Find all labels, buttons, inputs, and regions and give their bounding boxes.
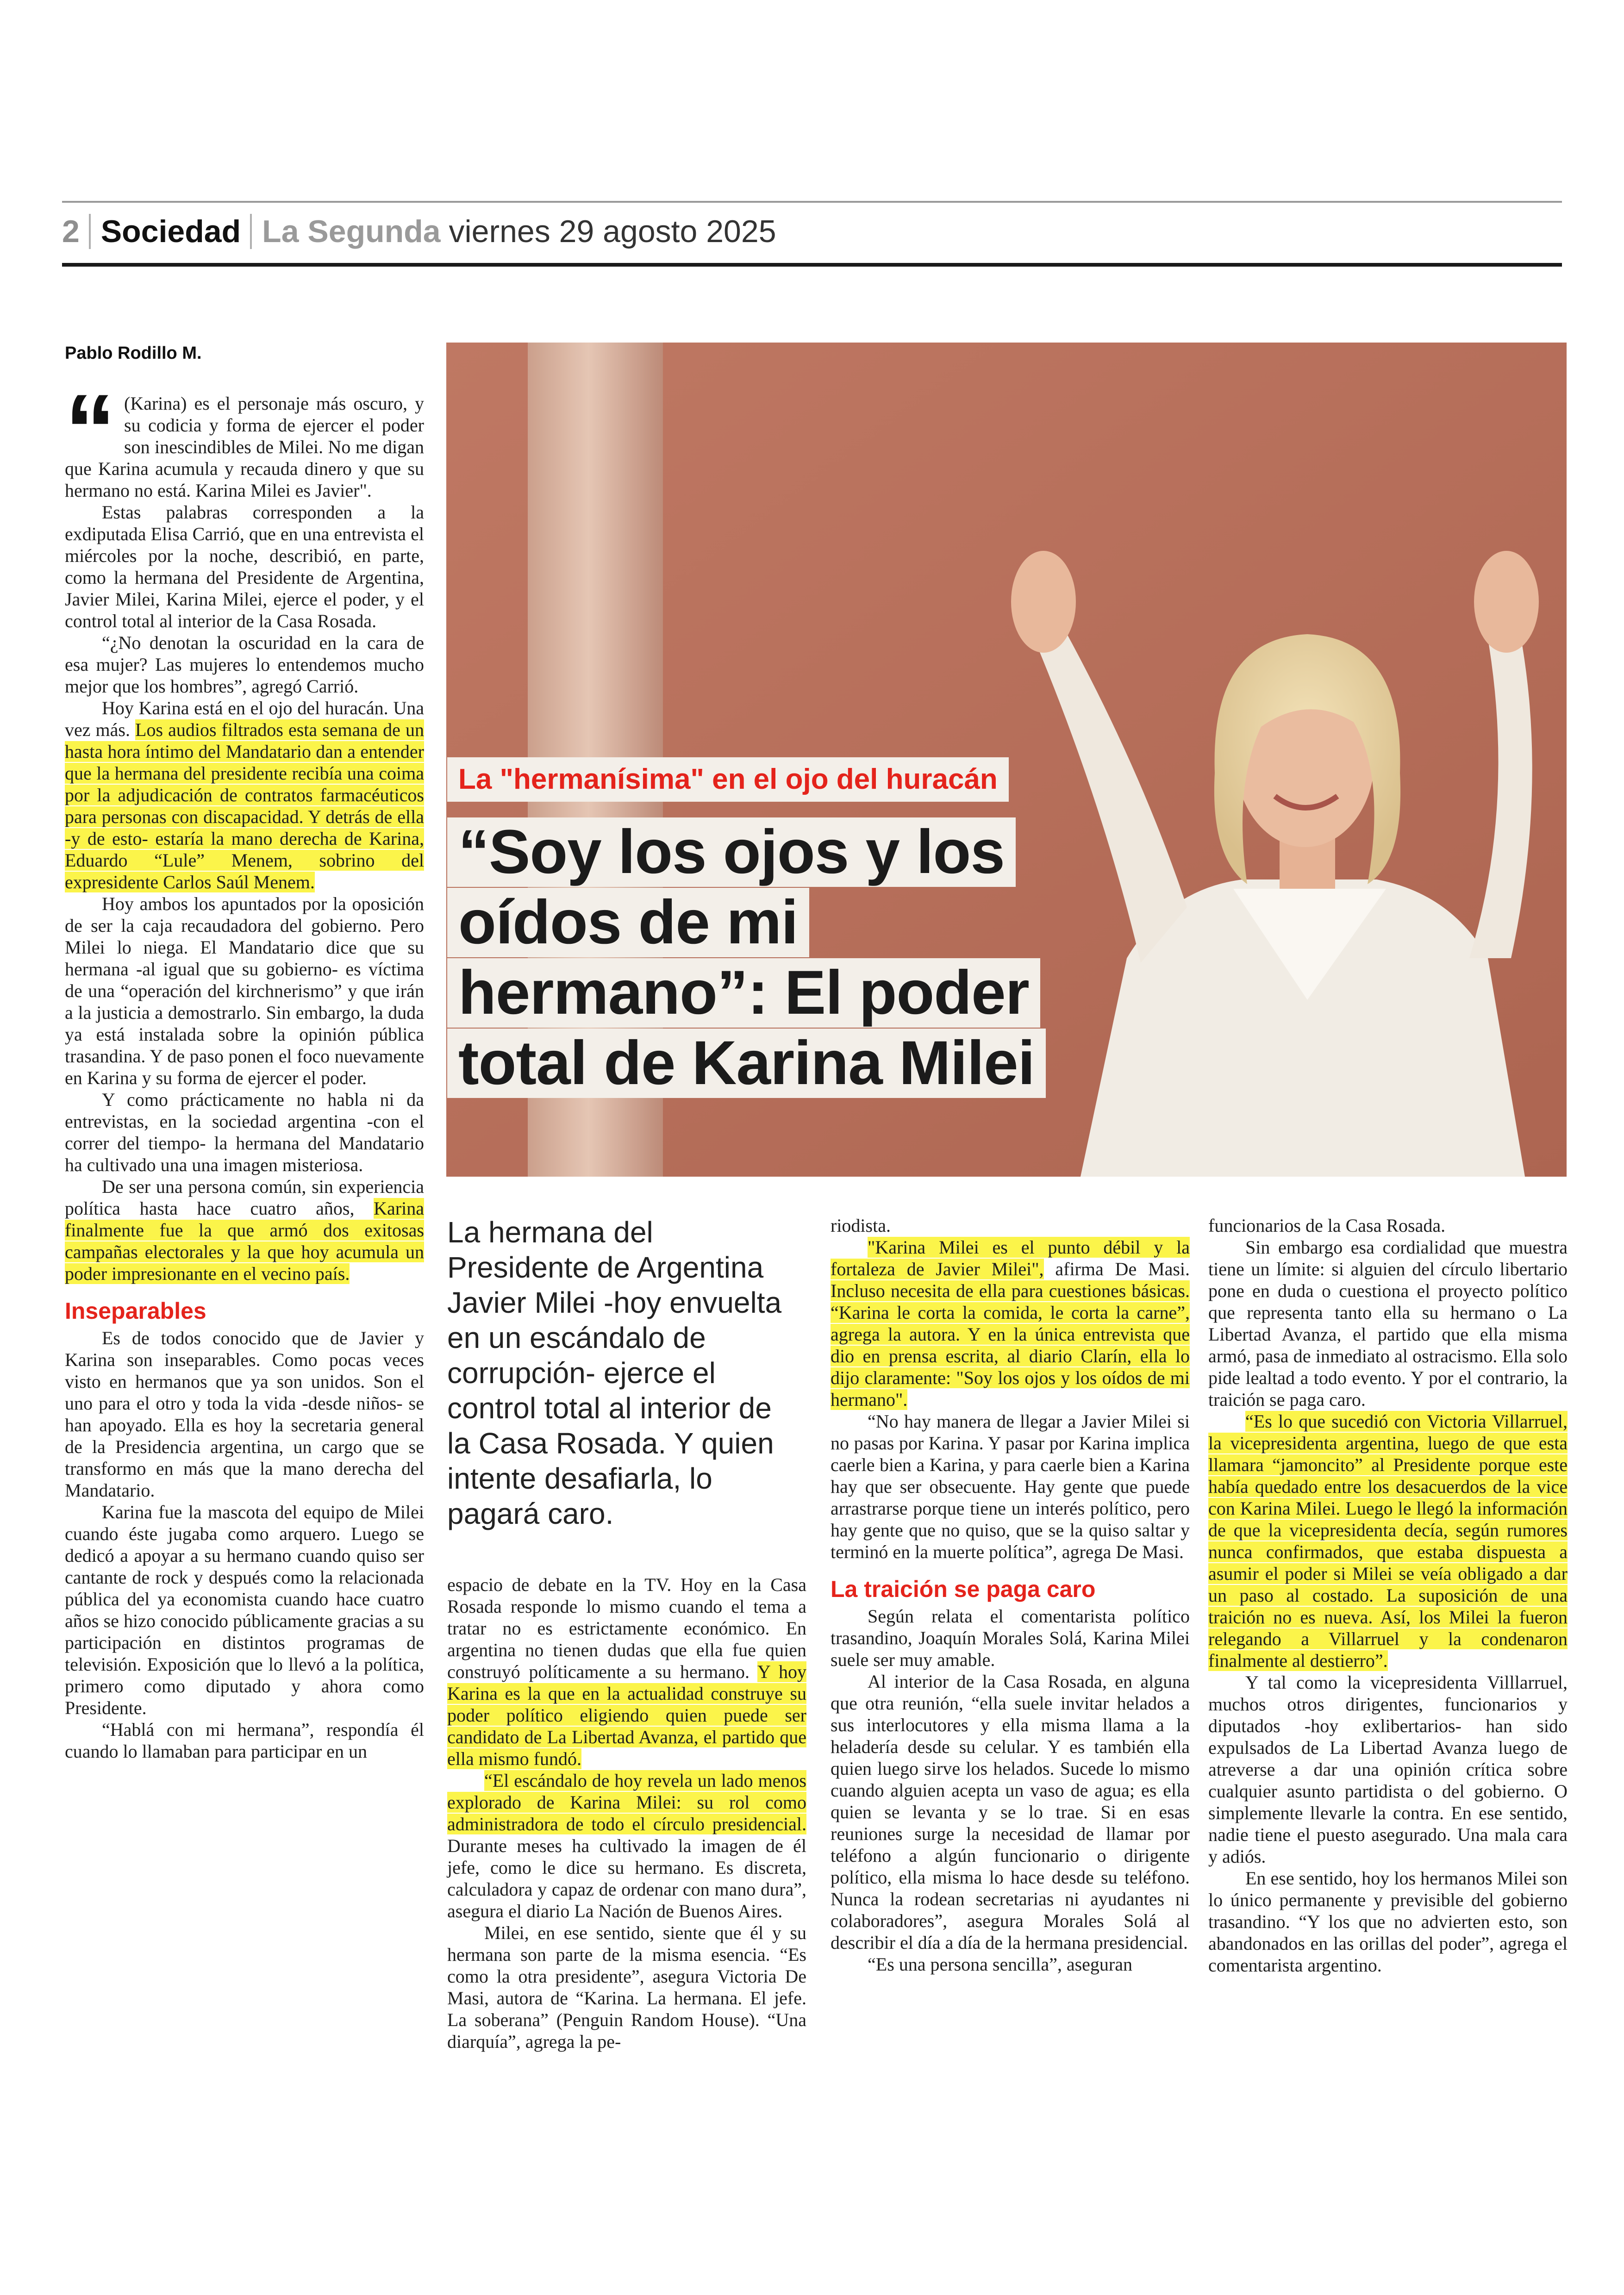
paragraph: espacio de debate en la TV. Hoy en la Casa Rosada responde lo mismo cuando el tema a tratar no es estrictamente económico. En argentina no tienen dudas que ella fue quien construyó políticamente a su hermano. Y hoy Karina es la que en la actualidad construye su poder político eligiendo quien puede ser candidato de La Libertad Avanza, el partido que ella mismo fundó. <box>447 1574 806 1769</box>
paragraph: De ser una persona común, sin experiencia política hasta hace cuatro años, Karina finalmente fue la que armó dos exitosas campañas electorales y la que hoy acumula un poder impresionante en el vecino país. <box>65 1176 424 1284</box>
paragraph <box>1208 1410 1568 1671</box>
highlighted-text: Y hoy Karina es la que en la actualidad construye su poder político eligiendo quien puede ser candidato de La Libertad Avanza, el partido que ella mismo fundó. <box>447 1661 806 1769</box>
paragraph: “No hay manera de llegar a Javier Milei si no pasas por Karina. Y pasar por Karina implica caerle bien a Karina, y para caerle bien a Karina hay que ser obsecuente. Hay gente que puede arrastrarse porque tiene un interés político, pero hay gente que no quiso, que se la quiso saltar y terminó en la muerte política”, agrega De Masi. <box>831 1411 1190 1562</box>
paragraph: Es de todos conocido que de Javier y Karina son inseparables. Como pocas veces visto en hermanos que ya son unidos. Son el uno para el otro y toda la vida -desde niños- se han apoyado. Ella es hoy la secretaria general de la Presidencia argentina, un cargo que se transformo en más que la mano derecha del Mandatario. <box>65 1328 424 1501</box>
article-column-4 <box>1208 1215 1568 1976</box>
paragraph: Y tal como la vicepresidenta Villlarruel, muchos otros dirigentes, funcionarios y diputados -hoy exlibertarios- han sido expulsados de La Libertad Avanza luego de atreverse a dar una opinión crítica sobre cualquier asunto partidista o del gobierno. O simplemente llevarle la contra. En ese sentido, nadie tiene el puesto asegurado. Una mala cara y adiós. <box>1208 1672 1568 1867</box>
paragraph: Estas palabras corresponden a la exdiputada Elisa Carrió, que en una entrevista el miércoles por la noche, describió, en parte, como la hermana del Presidente de Argentina, Javier Milei, Karina Milei, ejerce el poder, y el control total al interior de la Casa Rosada. <box>65 502 424 631</box>
masthead-divider <box>89 214 91 249</box>
highlighted-text: Karina finalmente fue la que armó dos exitosas campañas electorales y la que hoy acumula un poder impresionante en el vecino país. <box>65 1198 424 1284</box>
paragraph: “Es una persona sencilla”, aseguran <box>868 1954 1132 1975</box>
highlighted-text: "Karina Milei es el punto débil y la fortaleza de Javier Milei", <box>831 1237 1190 1279</box>
article-column-3 <box>831 1215 1190 1975</box>
headline-line: oídos de mi <box>447 888 809 957</box>
paragraph: Milei, en ese sentido, siente que él y su hermana son parte de la misma esencia. “Es como la otra presidente”, asegura Victoria De Masi, autora de “Karina. La hermana. El jefe. La soberana” (Penguin Random House). “Una diarquía”, agrega la pe- <box>447 1922 806 2052</box>
lede-summary: La hermana del Presidente de Argentina Javier Milei -hoy envuelta en un escándalo de corrupción- ejerce el control total al interior de la Casa Rosada. Y quien intente desafiarla, lo pagará caro. <box>447 1216 782 1530</box>
paragraph: Al interior de la Casa Rosada, en alguna que otra reunión, “ella suele invitar helados a sus interlocutores y ella misma llama a la heladería desde su celular. Y es también ella quien luego sirve los helados. Sucede lo mismo cuando alguien acepta un vaso de agua; es ella quien se levanta y se lo trae. Si en esas reuniones surge la necesidad de llamar por teléfono a algún funcionario o dirigente político, ella misma lo hace desde su teléfono. Nunca la rodean secretarias ni ayudantes ni colaboradores”, asegura Morales Solá al describir el día a día de la hermana presidencial. <box>831 1671 1190 1953</box>
article-column-1 <box>65 373 424 1762</box>
subheading: La traición se paga caro <box>831 1576 1096 1602</box>
masthead <box>62 209 776 254</box>
highlighted-text: Incluso necesita de ella para cuestiones básicas. “Karina le corta la comida, le corta la carne”, agrega la autora. Y en la única entrevista que dio en prensa escrita, al diario Clarín, ella lo dijo claramente: "Soy los ojos y los oídos de mi hermano". <box>831 1280 1190 1410</box>
highlighted-text: “Es lo que sucedió con Victoria Villarruel, la vicepresidenta argentina, luego de que esta llamara “jamoncito” al Presidente porque este había quedado entre los desacuerdos de la vice con Karina Milei. Luego le llegó la información de que la vicepresidenta decía, según rumores nunca confirmados, que estaba dispuesta a asumir el poder si Milei se veía obligado a dar un paso al costado. La suposición de una traición no es nueva. Así, los Milei la fueron relegando a Villarruel y la condenaron finalmente al destierro”. <box>1208 1411 1568 1671</box>
paragraph: “¿No denotan la oscuridad en la cara de esa mujer? Las mujeres lo entendemos mucho mejor que los hombres”, agregó Carrió. <box>65 632 424 697</box>
headline-line: “Soy los ojos y los <box>447 817 1016 887</box>
highlighted-text: Los audios filtrados esta semana de un hasta hora íntimo del Mandatario dan a entender que la hermana del presidente recibía una coima por la adjudicación de contratos farmacéuticos para personas con discapacidad. Y detrás de ella -y de esto- estaría la mano derecha de Karina, Eduardo “Lule” Menem, sobrino del expresidente Carlos Saúl Menem. <box>65 719 424 892</box>
paragraph: funcionarios de la Casa Rosada. <box>1208 1215 1446 1236</box>
paragraph: Y como prácticamente no habla ni da entrevistas, en la sociedad argentina -con el correr del tiempo- la hermana del Mandatario ha cultivado una una imagen misteriosa. <box>65 1089 424 1175</box>
issue-date: viernes 29 agosto 2025 <box>449 214 776 249</box>
page-number: 2 <box>62 214 80 249</box>
masthead-bottom-rule <box>62 263 1562 267</box>
paragraph: Según relata el comentarista político trasandino, Joaquín Morales Solá, Karina Milei suele ser muy amable. <box>831 1606 1190 1670</box>
paragraph: Hoy ambos los apuntados por la oposición de ser la caja recaudadora del gobierno. Pero Milei lo niega. El Mandatario dice que su hermana -al igual que su gobierno- es víctima de una “operación del kirchnerismo” y que irán a la justicia a demostrarlo. Sin embargo, la duda ya está instalada sobre la opinión pública trasandina. Y de paso ponen el foco nuevamente en Karina y su forma de ejercer el poder. <box>65 893 424 1088</box>
masthead-top-rule <box>62 201 1562 203</box>
paragraph: Hoy Karina está en el ojo del huracán. Una vez más. Los audios filtrados esta semana de un hasta hora íntimo del Mandatario dan a entender que la hermana del presidente recibía una coima por la adjudicación de contratos farmacéuticos para personas con discapacidad. Y detrás de ella -y de esto- estaría la mano derecha de Karina, Eduardo “Lule” Menem, sobrino del expresidente Carlos Saúl Menem. <box>65 698 424 892</box>
headline-kicker: La "hermanísima" en el ojo del huracán <box>447 757 1009 802</box>
article-column-2 <box>447 1574 806 2052</box>
intro-quote-paragraph: “ (Karina) es el personaje más oscuro, y su codicia y forma de ejercer el poder son inescindibles de Milei. No me digan que Karina acumula y recauda dinero y que su hermano no está. Karina Milei es Javier". <box>65 373 424 501</box>
paragraph: En ese sentido, hoy los hermanos Milei son lo único permanente y previsible del gobierno trasandino. “Y los que no advierten esto, son abandonados en las orillas del poder”, agrega el comentarista argentino. <box>1208 1868 1568 1976</box>
highlighted-text: “El escándalo de hoy revela un lado menos explorado de Karina Milei: su rol como administradora de todo el círculo presidencial. <box>447 1770 806 1834</box>
section-name: Sociedad <box>100 214 241 249</box>
masthead-divider <box>250 214 252 249</box>
headline-line: total de Karina Milei <box>447 1029 1046 1098</box>
byline: Pablo Rodillo M. <box>65 343 202 363</box>
paragraph: "Karina Milei es el punto débil y la fortaleza de Javier Milei", afirma De Masi. Incluso necesita de ella para cuestiones básicas. “Karina le corta la comida, le corta la carne”, agrega la autora. Y en la única entrevista que dio en prensa escrita, al diario Clarín, ella lo dijo claramente: "Soy los ojos y los oídos de mi hermano". <box>831 1237 1190 1410</box>
subheading: Inseparables <box>65 1298 206 1324</box>
headline-line: hermano”: El poder <box>447 958 1040 1028</box>
paragraph: “El escándalo de hoy revela un lado menos explorado de Karina Milei: su rol como administradora de todo el círculo presidencial. Durante meses ha cultivado la imagen de él jefe, como le dice su hermano. Es discreta, calculadora y capaz de ordenar con mano dura”, asegura el diario La Nación de Buenos Aires. <box>447 1770 806 1921</box>
publication-name: La Segunda <box>262 214 441 249</box>
paragraph: Sin embargo esa cordialidad que muestra tiene un límite: si alguien del círculo libertario pone en duda o cuestiona el proyecto político que representa tanto ella su hermano o La Libertad Avanza, el partido que ella misma armó, pasa de inmediato al ostracismo. Ella solo pide lealtad a todo evento. Y por el contrario, la traición se paga caro. <box>1208 1237 1568 1410</box>
paragraph: “Hablá con mi hermana”, respondía él cuando lo llamaban para participar en un <box>65 1719 424 1762</box>
paragraph: Karina fue la mascota del equipo de Milei cuando éste jugaba como arquero. Luego se dedicó a apoyar a su hermano cuando quiso ser cantante de rock y después como la relacionada pública del ya economista cuando hace cuatro años se hizo conocido públicamente gracias a su participación en distintos programas de televisión. Exposición que lo llevó a la política, primero como diputado y ahora como Presidente. <box>65 1502 424 1718</box>
open-quote-icon: “ <box>65 373 116 487</box>
paragraph: riodista. <box>831 1215 891 1236</box>
